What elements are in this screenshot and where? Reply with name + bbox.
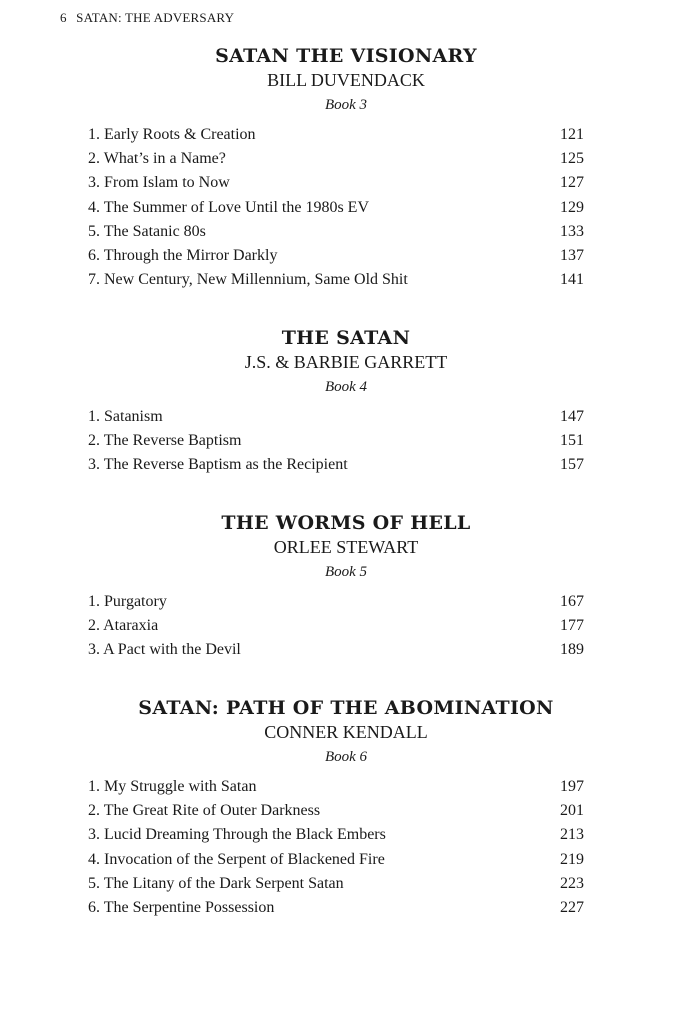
chapter-page: 167 xyxy=(560,593,584,610)
chapter-page: 133 xyxy=(560,222,584,240)
book-title: SATAN THE VISIONARY xyxy=(215,45,477,67)
chapter-title: 3. The Reverse Baptism as the Recipient xyxy=(88,456,348,474)
chapter-title: 3. From Islam to Now xyxy=(88,174,230,192)
chapter-title: 7. New Century, New Millennium, Same Old Shit xyxy=(88,271,408,289)
chapter-entry xyxy=(0,268,692,292)
chapter-title: 2. Ataraxia xyxy=(88,617,159,635)
chapter-page: 197 xyxy=(560,778,584,795)
chapter-entry xyxy=(0,799,692,823)
chapter-entry xyxy=(0,171,692,195)
chapter-title: 2. The Great Rite of Outer Darkness xyxy=(88,802,321,820)
chapter-title: 5. The Litany of the Dark Serpent Satan xyxy=(88,874,344,892)
chapter-title: 2. The Reverse Baptism xyxy=(88,432,242,450)
chapter-title: 3. Lucid Dreaming Through the Black Embers xyxy=(88,826,386,844)
chapter-entry xyxy=(0,614,692,638)
chapter-page: 223 xyxy=(560,874,584,892)
book-author: CONNER KENDALL xyxy=(264,722,428,742)
chapter-page: 147 xyxy=(560,408,584,425)
chapter-title: 5. The Satanic 80s xyxy=(88,222,206,240)
chapter-page: 219 xyxy=(560,850,584,868)
book-label: Book 5 xyxy=(324,564,368,580)
book-title: THE WORMS OF HELL xyxy=(221,512,471,534)
chapter-entry xyxy=(0,244,692,268)
chapter-page: 127 xyxy=(560,174,584,192)
chapter-list xyxy=(0,405,692,478)
chapter-page: 129 xyxy=(560,198,584,216)
chapter-title: 3. A Pact with the Devil xyxy=(88,641,241,659)
chapter-entry xyxy=(0,823,692,847)
chapter-page: 125 xyxy=(560,150,584,168)
chapter-entry xyxy=(0,775,692,799)
chapter-title: 2. What’s in a Name? xyxy=(88,150,226,168)
chapter-entry xyxy=(0,872,692,896)
chapter-page: 201 xyxy=(560,802,584,820)
chapter-entry xyxy=(0,590,692,614)
book-section-4 xyxy=(0,325,692,478)
chapter-title: 1. My Struggle with Satan xyxy=(88,778,257,795)
chapter-page: 137 xyxy=(560,246,584,264)
chapter-page: 189 xyxy=(560,641,584,659)
chapter-title: 6. The Serpentine Possession xyxy=(88,898,275,916)
running-head xyxy=(60,10,234,26)
chapter-entry xyxy=(0,123,692,147)
chapter-entry xyxy=(0,147,692,171)
chapter-title: 4. Invocation of the Serpent of Blackened Fire xyxy=(88,850,385,868)
book-author: J.S. & BARBIE GARRETT xyxy=(244,352,448,372)
chapter-title: 1. Purgatory xyxy=(88,593,167,610)
book-section-6 xyxy=(0,695,692,920)
chapter-entry xyxy=(0,429,692,453)
chapter-page: 121 xyxy=(560,126,584,143)
chapter-entry xyxy=(0,896,692,920)
chapter-entry xyxy=(0,405,692,429)
chapter-entry xyxy=(0,196,692,220)
chapter-entry xyxy=(0,220,692,244)
running-head-title: SATAN: THE ADVERSARY xyxy=(76,10,235,25)
book-label: Book 6 xyxy=(324,749,368,765)
chapter-entry xyxy=(0,848,692,872)
chapter-page: 227 xyxy=(560,898,584,916)
chapter-list xyxy=(0,590,692,663)
chapter-page: 151 xyxy=(560,432,584,450)
book-section-3 xyxy=(0,43,692,292)
book-label: Book 3 xyxy=(324,97,368,113)
chapter-page: 177 xyxy=(560,617,584,635)
book-section-5 xyxy=(0,510,692,663)
chapter-page: 157 xyxy=(560,456,584,474)
chapter-title: 1. Satanism xyxy=(88,408,163,425)
chapter-title: 6. Through the Mirror Darkly xyxy=(88,246,278,264)
book-author: ORLEE STEWART xyxy=(273,537,419,557)
chapter-title: 4. The Summer of Love Until the 1980s EV xyxy=(88,198,369,216)
book-title: SATAN: PATH OF THE ABOMINATION xyxy=(138,697,554,719)
chapter-entry xyxy=(0,638,692,662)
page-number: 6 xyxy=(60,10,67,25)
book-title: THE SATAN xyxy=(281,327,411,349)
book-label: Book 4 xyxy=(324,379,368,395)
chapter-title: 1. Early Roots & Creation xyxy=(88,126,256,143)
chapter-page: 213 xyxy=(560,826,584,844)
chapter-page: 141 xyxy=(560,271,584,289)
chapter-list xyxy=(0,123,692,292)
chapter-entry xyxy=(0,453,692,477)
book-author: BILL DUVENDACK xyxy=(267,70,425,90)
chapter-list xyxy=(0,775,692,920)
